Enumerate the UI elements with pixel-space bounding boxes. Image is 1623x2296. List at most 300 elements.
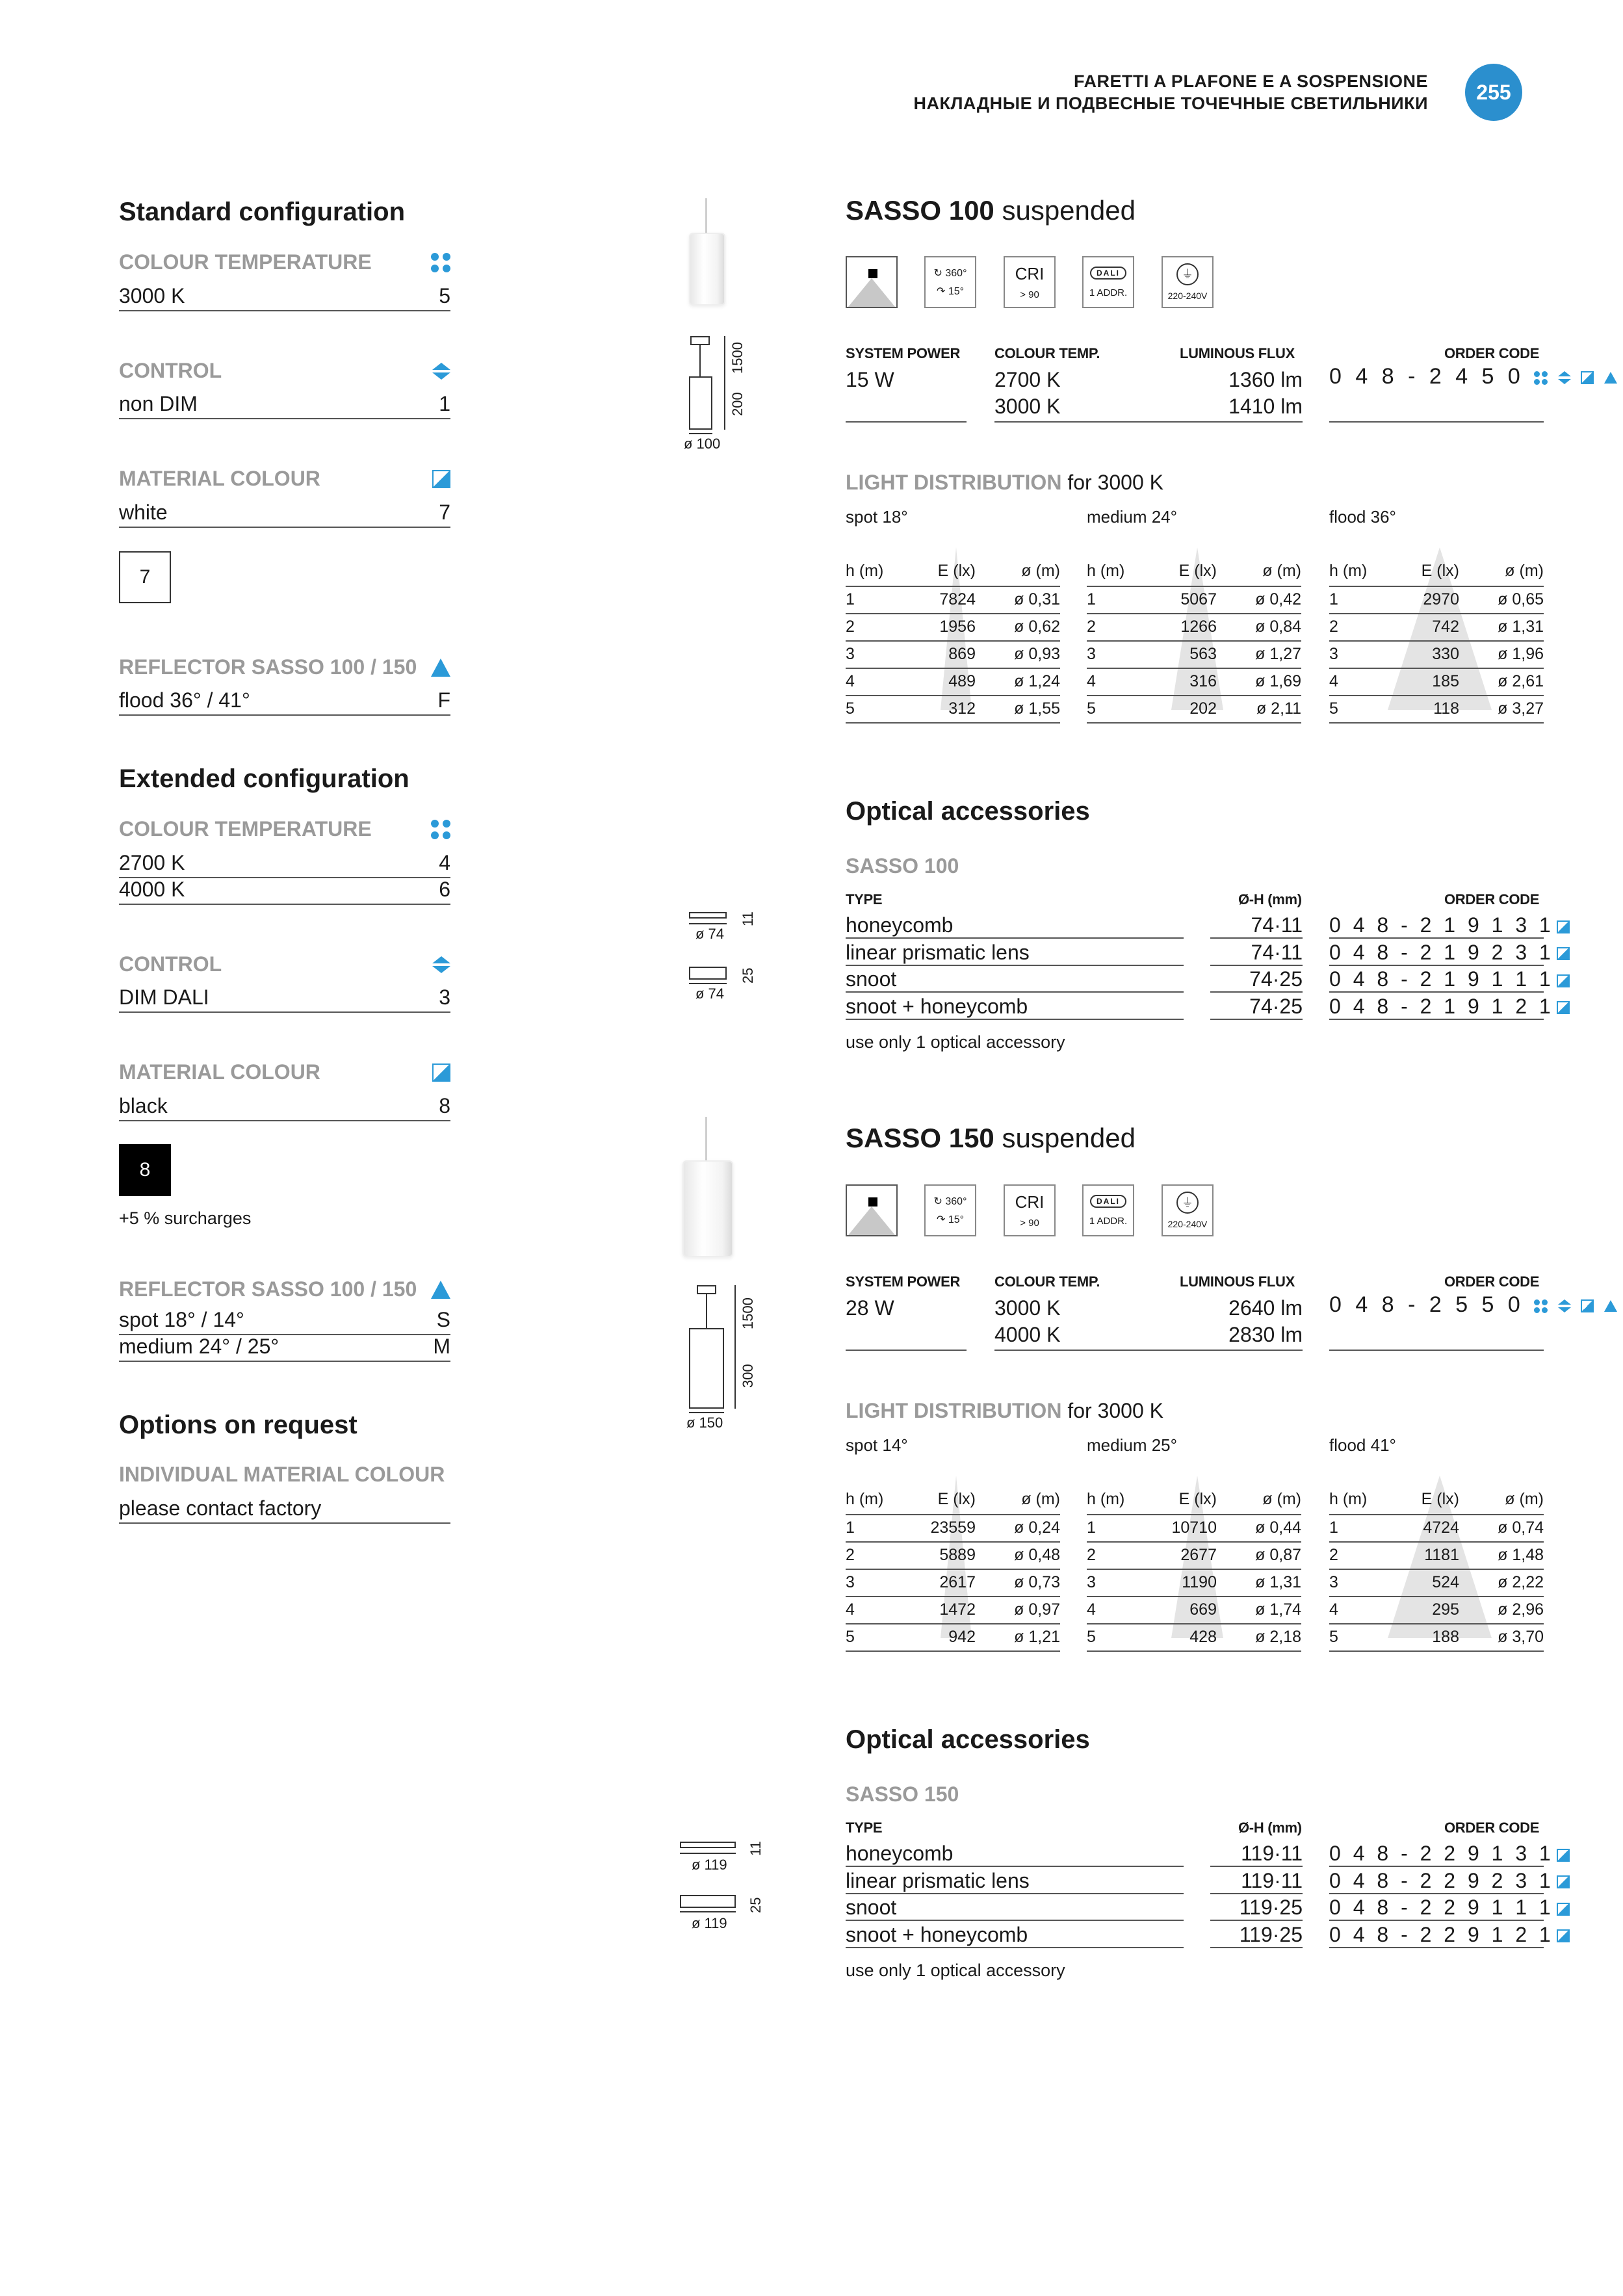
order-code-text: 0 4 8 - 2 2 9 1 1 1 — [1329, 1896, 1554, 1919]
rotate-360-icon: ↻ 360° — [933, 268, 967, 279]
earth-icon: ⏚ — [1176, 263, 1199, 285]
col-order-code: ORDER CODE — [1444, 345, 1540, 361]
cri-value: > 90 — [1020, 289, 1039, 300]
option-row[interactable]: medium 24° / 25° M — [119, 1335, 450, 1362]
beam-label: spot 18° — [846, 507, 908, 527]
optical-accessories-title: Optical accessories — [846, 797, 1090, 826]
colour-temp: 4000 K — [994, 1323, 1061, 1346]
header-line-2: НАКЛАДНЫЕ И ПОДВЕСНЫЕ ТОЧЕЧНЫЕ СВЕТИЛЬНИКИ — [913, 94, 1428, 113]
extended-config-title: Extended configuration — [119, 764, 409, 793]
table-cell: 316 — [1145, 668, 1217, 696]
table-cell: ø 1,31 — [1459, 614, 1544, 641]
system-power: 15 W — [846, 368, 894, 391]
table-cell: 23559 — [904, 1515, 976, 1542]
table-row — [1087, 1569, 1301, 1597]
col-dims: Ø-H (mm) — [1238, 1820, 1302, 1836]
order-code-text: 0 4 8 - 2 2 9 1 3 1 — [1329, 1842, 1554, 1865]
option-row[interactable]: 4000 K 6 — [119, 878, 450, 905]
diameter-dim: ø 74 — [695, 985, 725, 1002]
beam-label: spot 14° — [846, 1435, 908, 1455]
table-row — [1087, 696, 1301, 723]
table-cell: ø 0,48 — [976, 1542, 1060, 1569]
accessory-note: use only 1 optical accessory — [846, 1961, 1065, 1980]
dali-badge — [1082, 1184, 1134, 1236]
table-row — [1087, 1542, 1301, 1569]
table-row — [1329, 1624, 1544, 1651]
control-icon — [432, 956, 450, 973]
table-header: ø (m) — [1021, 562, 1060, 580]
table-cell: 669 — [1145, 1597, 1217, 1624]
dimension-line — [689, 923, 727, 924]
cri-badge — [1004, 1184, 1056, 1236]
col-dims: Ø-H (mm) — [1238, 891, 1302, 907]
accessory-type: snoot — [846, 967, 1184, 993]
table-header: E (lx) — [1421, 562, 1459, 580]
table-cell: ø 0,97 — [976, 1597, 1060, 1624]
table-header: ø (m) — [1021, 1490, 1060, 1508]
table-cell: ø 3,70 — [1459, 1624, 1544, 1651]
table-cell: 563 — [1145, 641, 1217, 668]
table-row — [1329, 1569, 1544, 1597]
reflector-icon — [1604, 372, 1617, 384]
voltage-value: 220-240V — [1167, 1219, 1208, 1229]
voltage-value: 220-240V — [1167, 291, 1208, 301]
table-cell: 2 — [1329, 614, 1388, 641]
table-header: h (m) — [1087, 562, 1125, 580]
dimension-line — [724, 336, 725, 430]
col-luminous-flux: LUMINOUS FLUX — [1180, 345, 1295, 361]
reflector-icon — [431, 1281, 450, 1299]
diameter-dim: ø 119 — [692, 1857, 727, 1873]
cable — [705, 1117, 707, 1164]
table-cell: ø 2,11 — [1217, 696, 1301, 723]
table-header: ø (m) — [1262, 1490, 1301, 1508]
material-icon — [1557, 1929, 1570, 1942]
material-icon — [1557, 1903, 1570, 1916]
colour-temp: 2700 K — [994, 368, 1061, 391]
table-row — [1329, 641, 1544, 668]
honeycomb-outline — [689, 912, 727, 919]
luminous-flux: 2830 lm — [1228, 1323, 1303, 1346]
table-cell: ø 1,96 — [1459, 641, 1544, 668]
colour-temp-icon — [1534, 1299, 1548, 1313]
table-cell: 4724 — [1388, 1515, 1459, 1542]
rotation-badge — [924, 256, 976, 308]
table-cell: 312 — [904, 696, 976, 723]
table-cell: ø 0,93 — [976, 641, 1060, 668]
order-code-text: 0 4 8 - 2 1 9 2 3 1 — [1329, 940, 1554, 964]
table-row — [1329, 668, 1544, 696]
table-header: E (lx) — [937, 562, 976, 580]
table-cell: 4 — [846, 1597, 904, 1624]
sasso-150-photo — [682, 1160, 733, 1257]
table-row — [1087, 1597, 1301, 1624]
col-system-power: SYSTEM POWER — [846, 1273, 961, 1290]
table-cell: 5 — [1087, 696, 1145, 723]
option-row[interactable]: flood 36° / 41° F — [119, 688, 450, 716]
cable-line — [706, 1294, 707, 1328]
accessory-type: honeycomb — [846, 1842, 1184, 1867]
light-distribution-table — [846, 562, 1060, 724]
diameter-dim: ø 119 — [692, 1915, 727, 1931]
order-code-text: 0 4 8 - 2 2 9 2 3 1 — [1329, 1868, 1554, 1892]
table-row — [846, 1542, 1060, 1569]
table-cell: 1190 — [1145, 1569, 1217, 1597]
accessory-type: honeycomb — [846, 913, 1184, 939]
table-cell: 1 — [1087, 586, 1145, 614]
table-row — [1087, 614, 1301, 641]
table-row — [1329, 1515, 1544, 1542]
table-row — [846, 696, 1060, 723]
table-header: h (m) — [846, 1490, 884, 1508]
table-cell: ø 2,18 — [1217, 1624, 1301, 1651]
accessory-type: linear prismatic lens — [846, 941, 1184, 966]
table-row — [1329, 696, 1544, 723]
accessory-dims: 74·11 — [1210, 913, 1303, 939]
table-cell: 2 — [1087, 1542, 1145, 1569]
table-header: h (m) — [1329, 1490, 1368, 1508]
table-cell: 524 — [1388, 1569, 1459, 1597]
dimension-line — [689, 983, 727, 984]
table-cell: 5 — [1329, 1624, 1388, 1651]
table-header: h (m) — [1329, 562, 1368, 580]
luminous-flux: 2640 lm — [1228, 1296, 1303, 1320]
table-cell: 4 — [846, 668, 904, 696]
option-row[interactable]: white 7 — [119, 501, 450, 528]
material-label: MATERIAL COLOUR — [119, 467, 450, 491]
snoot-outline — [680, 1895, 736, 1908]
table-cell: 2 — [846, 614, 904, 641]
material-icon — [432, 1063, 450, 1082]
honeycomb-outline — [680, 1842, 736, 1848]
light-distribution-table — [1087, 562, 1301, 724]
earth-icon: ⏚ — [1176, 1192, 1199, 1214]
table-cell: 3 — [1087, 641, 1145, 668]
table-cell: 1266 — [1145, 614, 1217, 641]
table-cell: 2970 — [1388, 586, 1459, 614]
colour-temp: 3000 K — [994, 1296, 1061, 1320]
table-cell: ø 0,31 — [976, 586, 1060, 614]
accessory-dims: 74·25 — [1210, 995, 1303, 1020]
cri-label: CRI — [1015, 264, 1045, 283]
table-cell: ø 1,55 — [976, 696, 1060, 723]
rotation-value: 360° — [945, 268, 967, 279]
col-order-code: ORDER CODE — [1444, 1273, 1540, 1290]
material-label: MATERIAL COLOUR — [119, 1060, 450, 1084]
individual-colour-label: INDIVIDUAL MATERIAL COLOUR — [119, 1463, 445, 1486]
col-luminous-flux: LUMINOUS FLUX — [1180, 1273, 1295, 1290]
table-row — [846, 614, 1060, 641]
table-cell: 869 — [904, 641, 976, 668]
table-header: E (lx) — [1178, 1490, 1217, 1508]
order-code-text: 0 4 8 - 2 1 9 1 3 1 — [1329, 913, 1554, 937]
table-cell: ø 3,27 — [1459, 696, 1544, 723]
accessory-order-code[interactable] — [1329, 913, 1554, 939]
table-cell: 5889 — [904, 1542, 976, 1569]
option-row[interactable]: 2700 K 4 — [119, 851, 450, 878]
col-system-power: SYSTEM POWER — [846, 345, 961, 361]
table-header: h (m) — [846, 562, 884, 580]
table-cell: ø 2,61 — [1459, 668, 1544, 696]
canopy-outline — [690, 336, 710, 345]
material-icon — [1557, 920, 1570, 933]
table-cell: 1181 — [1388, 1542, 1459, 1569]
material-icon — [432, 470, 450, 488]
table-cell: 3 — [1329, 1569, 1388, 1597]
accessory-note: use only 1 optical accessory — [846, 1032, 1065, 1052]
table-cell: 3 — [846, 1569, 904, 1597]
table-cell: 4 — [1087, 1597, 1145, 1624]
light-distribution-table — [1329, 562, 1544, 724]
table-row — [846, 641, 1060, 668]
table-cell: 2 — [846, 1542, 904, 1569]
system-power: 28 W — [846, 1296, 894, 1320]
table-cell: ø 2,96 — [1459, 1597, 1544, 1624]
material-icon — [1557, 947, 1570, 960]
table-cell: 1472 — [904, 1597, 976, 1624]
table-row — [846, 586, 1060, 614]
emitter-icon — [868, 269, 877, 278]
divider — [846, 1350, 967, 1351]
table-row — [1087, 641, 1301, 668]
colour-temp-icon — [431, 253, 450, 272]
accessory-type: linear prismatic lens — [846, 1869, 1184, 1894]
table-cell: 3 — [1329, 641, 1388, 668]
table-cell: ø 1,69 — [1217, 668, 1301, 696]
col-order-code: ORDER CODE — [1444, 891, 1540, 907]
table-cell: ø 1,27 — [1217, 641, 1301, 668]
accessory-order-code[interactable] — [1329, 967, 1554, 993]
table-cell: 295 — [1388, 1597, 1459, 1624]
order-code[interactable]: 0 4 8 - 2 5 5 0 — [1329, 1292, 1617, 1318]
control-icon — [1558, 1299, 1571, 1312]
tilt-value: 15° — [948, 1214, 965, 1225]
table-cell: ø 0,74 — [1459, 1515, 1544, 1542]
colour-temp-label: COLOUR TEMPERATURE — [119, 817, 450, 841]
optical-accessories-title: Optical accessories — [846, 1725, 1090, 1754]
beam-pictogram — [846, 1184, 898, 1236]
tilt-value: 15° — [948, 286, 965, 297]
table-cell: 5067 — [1145, 586, 1217, 614]
accessory-dims: 74·25 — [1210, 967, 1303, 993]
accessory-order-code[interactable] — [1329, 1842, 1554, 1867]
sasso-100-title: SASSO 100 suspended — [846, 195, 1136, 226]
table-row — [1087, 1515, 1301, 1542]
table-cell: ø 0,65 — [1459, 586, 1544, 614]
table-header: ø (m) — [1505, 1490, 1544, 1508]
light-distribution-table — [1329, 1490, 1544, 1652]
options-title: Options on request — [119, 1411, 357, 1439]
table-cell: 428 — [1145, 1624, 1217, 1651]
header-line-1: FARETTI A PLAFONE E A SOSPENSIONE — [1073, 72, 1428, 91]
table-cell: 942 — [904, 1624, 976, 1651]
table-header: E (lx) — [937, 1490, 976, 1508]
col-type: TYPE — [846, 1820, 883, 1836]
material-icon — [1557, 1875, 1570, 1888]
height-dim: 25 — [740, 967, 756, 984]
dimension-line — [689, 433, 712, 434]
order-code-text: 0 4 8 - 2 1 9 1 1 1 — [1329, 967, 1554, 991]
snoot-outline — [689, 967, 727, 980]
table-row — [1329, 1597, 1544, 1624]
dali-logo: DALI — [1090, 267, 1126, 280]
cri-value: > 90 — [1020, 1218, 1039, 1229]
accessory-order-code[interactable] — [1329, 1922, 1554, 1948]
order-code[interactable]: 0 4 8 - 2 4 5 0 — [1329, 364, 1617, 389]
table-cell: 3 — [1087, 1569, 1145, 1597]
beam-pictogram — [846, 256, 898, 308]
table-row — [846, 1597, 1060, 1624]
height-dim: 300 — [740, 1364, 756, 1388]
table-cell: ø 0,84 — [1217, 614, 1301, 641]
table-cell: 118 — [1388, 696, 1459, 723]
dali-address: 1 ADDR. — [1089, 1215, 1128, 1227]
accessory-subtitle: SASSO 150 — [846, 1782, 959, 1806]
reflector-icon — [1604, 1300, 1617, 1312]
accessory-order-code[interactable] — [1329, 940, 1554, 966]
accessory-dims: 119·11 — [1210, 1842, 1303, 1867]
table-cell: 3 — [846, 641, 904, 668]
height-dim: 11 — [740, 911, 756, 926]
table-row — [1087, 1624, 1301, 1651]
accessory-order-code[interactable] — [1329, 1868, 1554, 1894]
table-cell: 4 — [1329, 1597, 1388, 1624]
table-cell: ø 1,31 — [1217, 1569, 1301, 1597]
voltage-badge — [1162, 256, 1214, 308]
divider — [1329, 421, 1544, 423]
contact-row: please contact factory — [119, 1496, 450, 1524]
accessory-dims: 119·11 — [1210, 1869, 1303, 1894]
table-cell: 202 — [1145, 696, 1217, 723]
reflector-label: REFLECTOR SASSO 100 / 150 — [119, 655, 450, 679]
table-cell: 1 — [846, 586, 904, 614]
beam-icon — [848, 1207, 895, 1235]
body-outline — [689, 376, 712, 430]
table-row — [1087, 586, 1301, 614]
col-type: TYPE — [846, 891, 883, 907]
diameter-dim: ø 74 — [695, 926, 725, 942]
accessory-order-code[interactable] — [1329, 994, 1554, 1020]
table-row — [846, 1515, 1060, 1542]
order-code-text: 0 4 8 - 2 1 9 1 2 1 — [1329, 994, 1554, 1018]
table-cell: ø 0,62 — [976, 614, 1060, 641]
beam-label: medium 25° — [1087, 1435, 1178, 1455]
option-row[interactable]: 3000 K 5 — [119, 284, 450, 311]
table-row — [1329, 586, 1544, 614]
table-cell: ø 0,24 — [976, 1515, 1060, 1542]
beam-label: medium 24° — [1087, 507, 1178, 527]
table-cell: 10710 — [1145, 1515, 1217, 1542]
diameter-dim: ø 100 — [684, 436, 721, 452]
table-cell: ø 2,22 — [1459, 1569, 1544, 1597]
table-cell: 1 — [1329, 586, 1388, 614]
accessory-type: snoot — [846, 1896, 1184, 1921]
option-row[interactable]: spot 18° / 14° S — [119, 1308, 450, 1335]
order-code-text: 0 4 8 - 2 2 9 1 2 1 — [1329, 1922, 1554, 1946]
colour-temp: 3000 K — [994, 395, 1061, 418]
rotation-badge — [924, 1184, 976, 1236]
table-cell: 2677 — [1145, 1542, 1217, 1569]
table-cell: ø 1,21 — [976, 1624, 1060, 1651]
col-order-code: ORDER CODE — [1444, 1820, 1540, 1836]
colour-temp-icon — [1534, 371, 1548, 385]
white-swatch: 7 — [119, 551, 171, 603]
divider — [846, 421, 967, 423]
height-dim: 1500 — [740, 1298, 756, 1329]
material-icon — [1557, 974, 1570, 987]
control-icon — [1558, 371, 1571, 384]
dali-logo: DALI — [1090, 1195, 1126, 1208]
table-cell: 5 — [1329, 696, 1388, 723]
control-label: CONTROL — [119, 952, 450, 976]
option-row[interactable]: DIM DALI 3 — [119, 985, 450, 1013]
col-colour-temp: COLOUR TEMP. — [994, 345, 1100, 361]
table-cell: ø 1,48 — [1459, 1542, 1544, 1569]
material-icon — [1557, 1849, 1570, 1862]
table-row — [1329, 1542, 1544, 1569]
voltage-badge — [1162, 1184, 1214, 1236]
table-cell: 2 — [1329, 1542, 1388, 1569]
accessory-subtitle: SASSO 100 — [846, 854, 959, 878]
surcharge-note: +5 % surcharges — [119, 1208, 252, 1228]
table-header: h (m) — [1087, 1490, 1125, 1508]
standard-config-title: Standard configuration — [119, 198, 405, 226]
cri-label: CRI — [1015, 1192, 1045, 1212]
accessory-type: snoot + honeycomb — [846, 995, 1184, 1020]
material-icon — [1581, 1299, 1594, 1312]
accessory-order-code[interactable] — [1329, 1896, 1554, 1921]
diameter-dim: ø 150 — [686, 1415, 723, 1431]
cable — [705, 198, 707, 234]
divider — [994, 421, 1303, 423]
rotation-value: 360° — [945, 1196, 967, 1207]
dali-address: 1 ADDR. — [1089, 287, 1128, 298]
table-cell: 5 — [846, 1624, 904, 1651]
table-cell: ø 0,42 — [1217, 586, 1301, 614]
table-cell: 5 — [1087, 1624, 1145, 1651]
material-icon — [1557, 1001, 1570, 1014]
light-distribution-title: LIGHT DISTRIBUTION for 3000 K — [846, 471, 1163, 494]
accessory-dims: 119·25 — [1210, 1923, 1303, 1948]
dimension-line — [689, 1412, 724, 1413]
option-row[interactable]: black 8 — [119, 1094, 450, 1121]
light-distribution-title: LIGHT DISTRIBUTION for 3000 K — [846, 1399, 1163, 1422]
table-cell: ø 1,24 — [976, 668, 1060, 696]
colour-temp-label: COLOUR TEMPERATURE — [119, 250, 450, 274]
beam-label: flood 41° — [1329, 1435, 1396, 1455]
option-row[interactable]: non DIM 1 — [119, 392, 450, 419]
sasso-100-photo — [689, 233, 725, 306]
table-cell: 7824 — [904, 586, 976, 614]
table-header: E (lx) — [1421, 1490, 1459, 1508]
cable-line — [699, 345, 701, 376]
light-distribution-table — [1087, 1490, 1301, 1652]
divider — [1329, 1350, 1544, 1351]
table-cell: ø 1,74 — [1217, 1597, 1301, 1624]
luminous-flux: 1360 lm — [1228, 368, 1303, 391]
beam-label: flood 36° — [1329, 507, 1396, 527]
table-cell: ø 0,87 — [1217, 1542, 1301, 1569]
table-cell: 1 — [846, 1515, 904, 1542]
height-dim: 11 — [747, 1841, 764, 1856]
table-cell: 188 — [1388, 1624, 1459, 1651]
reflector-icon — [431, 659, 450, 677]
table-cell: 742 — [1388, 614, 1459, 641]
table-cell: 4 — [1087, 668, 1145, 696]
table-header: E (lx) — [1178, 562, 1217, 580]
body-outline — [689, 1328, 724, 1409]
sasso-150-title: SASSO 150 suspended — [846, 1123, 1136, 1153]
